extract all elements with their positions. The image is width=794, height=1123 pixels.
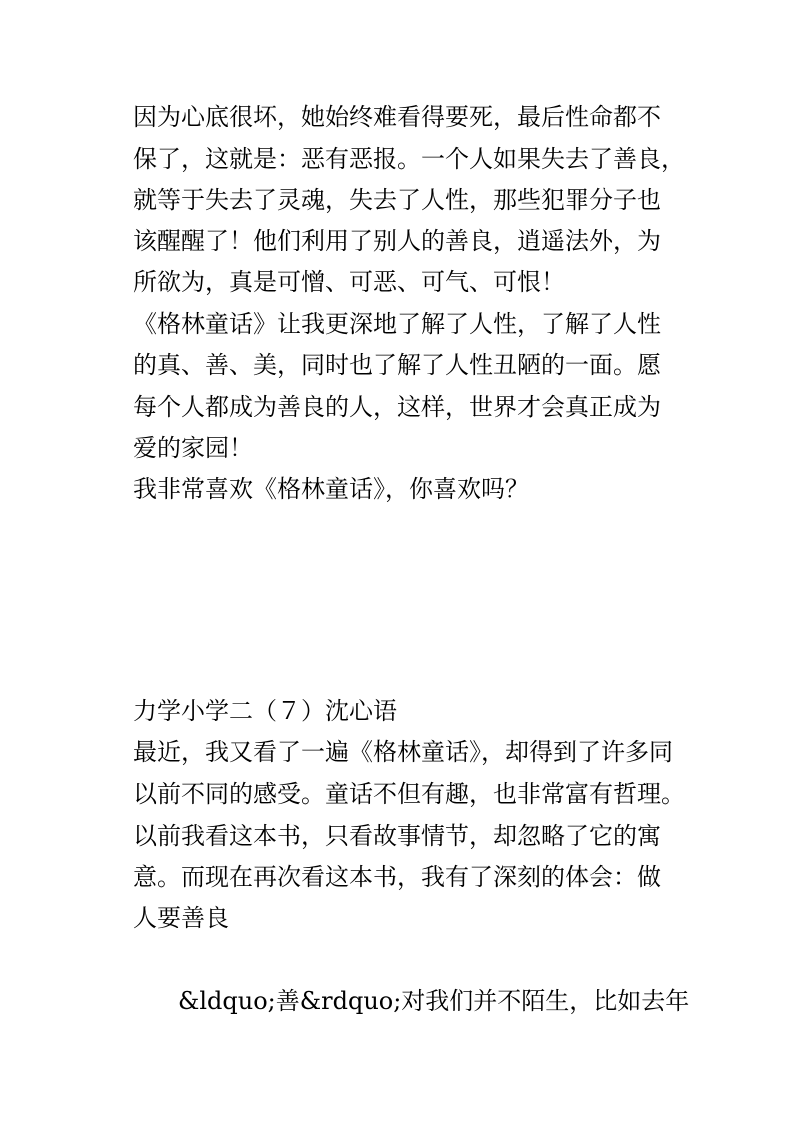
text-line: 人要善良 <box>133 904 229 932</box>
text-line: 意。而现在再次看这本书，我有了深刻的体会：做 <box>133 863 661 891</box>
indented-text-line: &ldquo;善&rdquo;对我们并不陌生，比如去年 <box>178 987 690 1015</box>
text-line: 《格林童话》让我更深地了解了人性，了解了人性 <box>133 310 661 338</box>
text-line: 以前不同的感受。童话不但有趣，也非常富有哲理。 <box>133 780 685 808</box>
text-line: 所欲为，真是可憎、可恶、可气、可恨！ <box>133 268 565 296</box>
text-line: 最近，我又看了一遍《格林童话》，却得到了许多同 <box>133 738 673 766</box>
text-line: 以前我看这本书，只看故事情节，却忽略了它的寓 <box>133 822 661 850</box>
text-line: 因为心底很坏，她始终难看得要死，最后性命都不 <box>133 103 661 131</box>
text-line: 就等于失去了灵魂，失去了人性，那些犯罪分子也 <box>133 186 661 214</box>
text-line: 每个人都成为善良的人，这样，世界才会真正成为 <box>133 393 661 421</box>
article-heading: 力学小学二（７）沈心语 <box>133 697 397 725</box>
text-line: 我非常喜欢《格林童话》，你喜欢吗？ <box>133 475 529 503</box>
text-line: 爱的家园！ <box>133 434 253 462</box>
text-line: 的真、善、美，同时也了解了人性丑陋的一面。愿 <box>133 351 661 379</box>
text-line: 该醒醒了！他们利用了别人的善良，逍遥法外，为 <box>133 227 661 255</box>
text-line: 保了，这就是：恶有恶报。一个人如果失去了善良， <box>133 145 685 173</box>
